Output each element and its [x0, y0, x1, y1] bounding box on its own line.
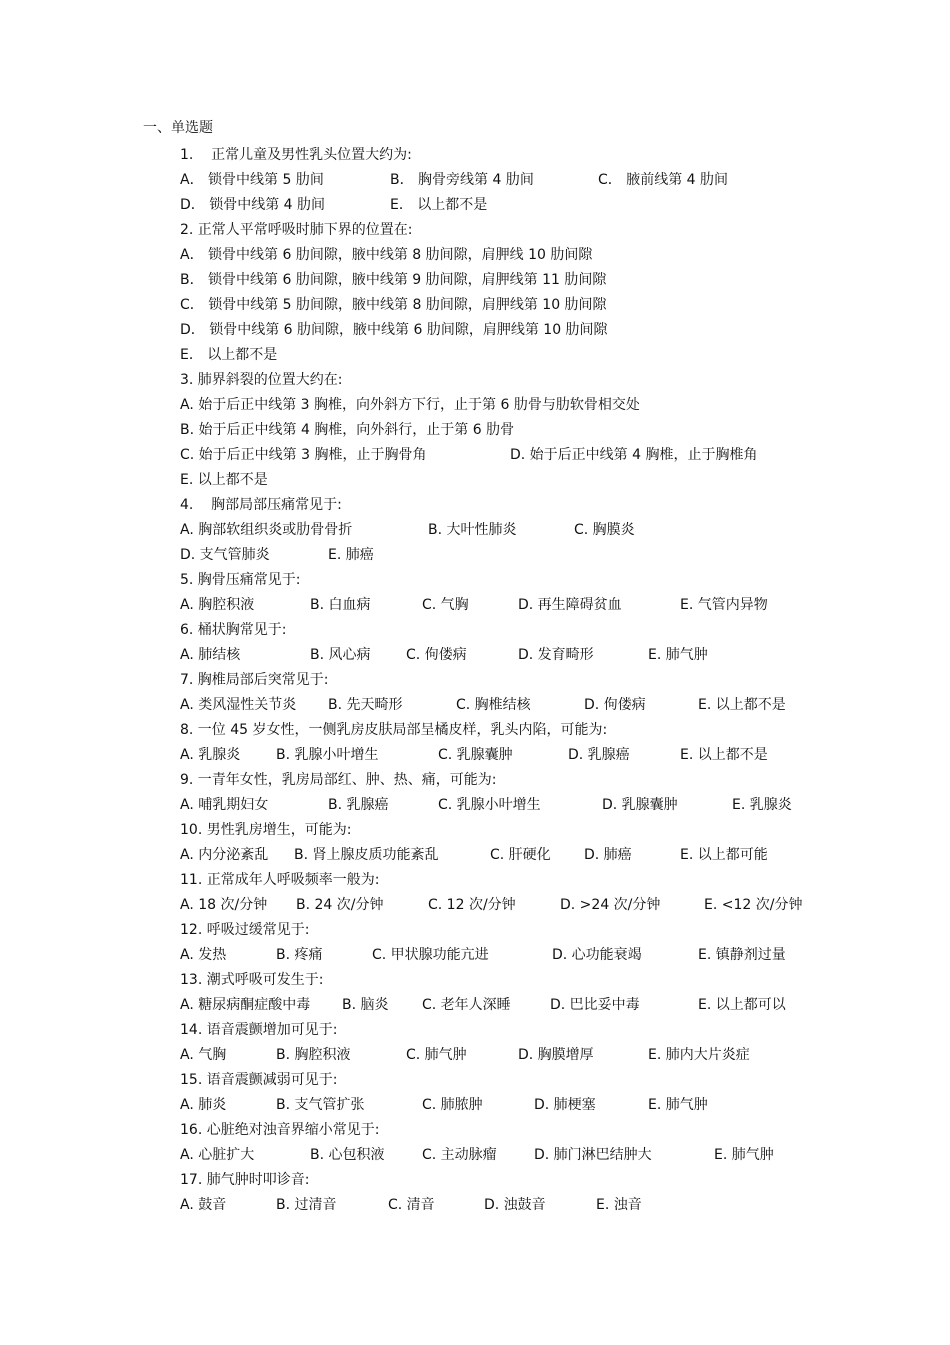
- option-row: [180, 993, 880, 1018]
- question-stem: [180, 718, 880, 743]
- option-text: B. 肾上腺皮质功能紊乱: [294, 847, 439, 863]
- option-text: D. 发育畸形: [518, 647, 594, 663]
- option-text: A. 18 次/分钟: [180, 897, 268, 913]
- option-text: B. 乳腺癌: [328, 797, 389, 813]
- question-stem: [180, 968, 880, 993]
- option-text: B. 风心病: [310, 647, 371, 663]
- question-stem: [180, 1068, 880, 1093]
- option-row: [180, 468, 880, 493]
- option-text: A. 始于后正中线第 3 胸椎，向外斜方下行，止于第 6 肋骨与肋软骨相交处: [180, 397, 640, 413]
- option-row: [180, 843, 880, 868]
- question-stem: [180, 1118, 880, 1143]
- option-text: C. 胸椎结核: [456, 697, 531, 713]
- option-text: C. 气胸: [422, 597, 469, 613]
- option-row: [180, 743, 880, 768]
- section-title: 一、单选题: [143, 120, 213, 136]
- question-stem: [180, 868, 880, 893]
- option-text: E. 肺内大片炎症: [648, 1047, 750, 1063]
- option-text: A. 类风湿性关节炎: [180, 697, 297, 713]
- option-text: A. 糖尿病酮症酸中毒: [180, 997, 311, 1013]
- option-row: [180, 593, 880, 618]
- option-row: [180, 643, 880, 668]
- option-text: B. 疼痛: [276, 947, 323, 963]
- option-row: [180, 1143, 880, 1168]
- option-text: C. 胸膜炎: [574, 522, 635, 538]
- question-text: 17. 肺气肿时叩诊音:: [180, 1172, 310, 1188]
- option-text: D． 锁骨中线第 4 肋间: [180, 197, 326, 213]
- question-text: 10. 男性乳房增生，可能为:: [180, 822, 352, 838]
- question-stem: [180, 493, 880, 518]
- option-row: [180, 943, 880, 968]
- question-text: 16. 心脏绝对浊音界缩小常见于:: [180, 1122, 380, 1138]
- option-text: D. 胸膜增厚: [518, 1047, 594, 1063]
- option-text: E. 浊音: [596, 1197, 642, 1213]
- question-stem: [180, 818, 880, 843]
- option-text: B. 大叶性肺炎: [428, 522, 517, 538]
- question-stem: [180, 368, 880, 393]
- question-text: 4. 胸部局部压痛常见于:: [180, 497, 342, 513]
- option-text: D. 始于后正中线第 4 胸椎，止于胸椎角: [510, 447, 758, 463]
- option-text: E. 气管内异物: [680, 597, 768, 613]
- option-text: B. 脑炎: [342, 997, 389, 1013]
- option-row: [180, 1193, 880, 1218]
- question-stem: [180, 218, 880, 243]
- option-text: C. 12 次/分钟: [428, 897, 516, 913]
- option-text: A. 胸腔积液: [180, 597, 255, 613]
- option-row: [180, 168, 880, 193]
- option-text: A. 乳腺炎: [180, 747, 241, 763]
- question-list: [180, 143, 880, 1218]
- option-row: [180, 193, 880, 218]
- option-row: [180, 693, 880, 718]
- option-text: B. 先天畸形: [328, 697, 403, 713]
- question-text: 14. 语音震颤增加可见于:: [180, 1022, 338, 1038]
- question-stem: [180, 618, 880, 643]
- option-text: A. 哺乳期妇女: [180, 797, 269, 813]
- option-row: [180, 318, 880, 343]
- option-text: B. 支气管扩张: [276, 1097, 365, 1113]
- option-row: [180, 1093, 880, 1118]
- option-text: B. 24 次/分钟: [296, 897, 384, 913]
- option-row: [180, 343, 880, 368]
- question-stem: [180, 1018, 880, 1043]
- question-stem: [180, 668, 880, 693]
- option-text: D. 肺梗塞: [534, 1097, 596, 1113]
- option-text: E. 以上都不是: [180, 472, 268, 488]
- option-text: E. 乳腺炎: [732, 797, 792, 813]
- option-text: E. 以上都可能: [680, 847, 768, 863]
- question-text: 13. 潮式呼吸可发生于:: [180, 972, 324, 988]
- option-text: C. 肺脓肿: [422, 1097, 483, 1113]
- option-text: C. 乳腺囊肿: [438, 747, 513, 763]
- option-row: [180, 293, 880, 318]
- question-text: 6. 桶状胸常见于:: [180, 622, 287, 638]
- option-row: [180, 1043, 880, 1068]
- option-text: B. 心包积液: [310, 1147, 385, 1163]
- option-text: E． 以上都不是: [180, 347, 278, 363]
- option-text: A. 鼓音: [180, 1197, 227, 1213]
- option-text: E. 以上都可以: [698, 997, 786, 1013]
- option-row: [180, 268, 880, 293]
- option-row: [180, 543, 880, 568]
- option-text: C. 始于后正中线第 3 胸椎，止于胸骨角: [180, 447, 427, 463]
- option-text: B. 白血病: [310, 597, 371, 613]
- option-text: A. 内分泌紊乱: [180, 847, 269, 863]
- option-text: C. 甲状腺功能亢进: [372, 947, 489, 963]
- option-text: D. 再生障碍贫血: [518, 597, 622, 613]
- option-text: C. 肺气肿: [406, 1047, 467, 1063]
- option-text: C. 清音: [388, 1197, 435, 1213]
- option-text: B. 始于后正中线第 4 胸椎，向外斜行，止于第 6 肋骨: [180, 422, 515, 438]
- option-text: B. 胸腔积液: [276, 1047, 351, 1063]
- option-text: E. 以上都不是: [698, 697, 786, 713]
- question-text: 15. 语音震颤减弱可见于:: [180, 1072, 338, 1088]
- option-text: D. 乳腺癌: [568, 747, 630, 763]
- option-text: B． 胸骨旁线第 4 肋间: [390, 172, 534, 188]
- option-text: A. 发热: [180, 947, 227, 963]
- question-text: 5. 胸骨压痛常见于:: [180, 572, 301, 588]
- option-text: D. 浊鼓音: [484, 1197, 546, 1213]
- option-text: C． 锁骨中线第 5 肋间隙，腋中线第 8 肋间隙，肩胛线第 10 肋间隙: [180, 297, 607, 313]
- option-text: B. 乳腺小叶增生: [276, 747, 379, 763]
- option-text: E. 肺癌: [328, 547, 374, 563]
- question-text: 8. 一位 45 岁女性，一侧乳房皮肤局部呈橘皮样，乳头内陷，可能为:: [180, 722, 608, 738]
- option-row: [180, 893, 880, 918]
- option-text: D. 乳腺囊肿: [602, 797, 678, 813]
- option-text: E. 肺气肿: [648, 647, 708, 663]
- question-text: 12. 呼吸过缓常见于:: [180, 922, 310, 938]
- question-stem: [180, 918, 880, 943]
- question-stem: [180, 568, 880, 593]
- option-text: C. 佝偻病: [406, 647, 467, 663]
- question-text: 9. 一青年女性，乳房局部红、肿、热、痛，可能为:: [180, 772, 497, 788]
- question-text: 7. 胸椎局部后突常见于:: [180, 672, 329, 688]
- option-text: B. 过清音: [276, 1197, 337, 1213]
- option-text: A. 肺结核: [180, 647, 241, 663]
- option-text: D. 心功能衰竭: [552, 947, 642, 963]
- option-text: D. >24 次/分钟: [560, 897, 661, 913]
- option-row: [180, 518, 880, 543]
- option-text: A. 胸部软组织炎或肋骨骨折: [180, 522, 353, 538]
- option-text: D. 佝偻病: [584, 697, 646, 713]
- question-text: 3. 肺界斜裂的位置大约在:: [180, 372, 343, 388]
- option-row: [180, 443, 880, 468]
- question-stem: [180, 768, 880, 793]
- option-text: B． 锁骨中线第 6 肋间隙，腋中线第 9 肋间隙，肩胛线第 11 肋间隙: [180, 272, 607, 288]
- question-text: 11. 正常成年人呼吸频率一般为:: [180, 872, 380, 888]
- option-text: D. 肺门淋巴结肿大: [534, 1147, 652, 1163]
- option-text: A． 锁骨中线第 5 肋间: [180, 172, 324, 188]
- option-text: C. 肝硬化: [490, 847, 551, 863]
- option-text: C. 乳腺小叶增生: [438, 797, 541, 813]
- option-text: D． 锁骨中线第 6 肋间隙，腋中线第 6 肋间隙，肩胛线第 10 肋间隙: [180, 322, 608, 338]
- option-row: [180, 393, 880, 418]
- option-row: [180, 793, 880, 818]
- option-text: C． 腋前线第 4 肋间: [598, 172, 729, 188]
- question-stem: [180, 143, 880, 168]
- option-text: E. 以上都不是: [680, 747, 768, 763]
- question-stem: [180, 1168, 880, 1193]
- option-row: [180, 243, 880, 268]
- option-text: E. 镇静剂过量: [698, 947, 786, 963]
- option-text: C. 老年人深睡: [422, 997, 511, 1013]
- question-text: 1. 正常儿童及男性乳头位置大约为:: [180, 147, 412, 163]
- option-text: D. 巴比妥中毒: [550, 997, 640, 1013]
- question-text: 2. 正常人平常呼吸时肺下界的位置在:: [180, 222, 413, 238]
- option-text: E． 以上都不是: [390, 197, 488, 213]
- option-text: A． 锁骨中线第 6 肋间隙，腋中线第 8 肋间隙，肩胛线 10 肋间隙: [180, 247, 593, 263]
- option-row: [180, 418, 880, 443]
- option-text: E. 肺气肿: [714, 1147, 774, 1163]
- option-text: E. 肺气肿: [648, 1097, 708, 1113]
- option-text: A. 肺炎: [180, 1097, 227, 1113]
- option-text: C. 主动脉瘤: [422, 1147, 497, 1163]
- option-text: D. 支气管肺炎: [180, 547, 270, 563]
- option-text: D. 肺癌: [584, 847, 632, 863]
- option-text: E. <12 次/分钟: [704, 897, 803, 913]
- option-text: A. 心脏扩大: [180, 1147, 255, 1163]
- option-text: A. 气胸: [180, 1047, 227, 1063]
